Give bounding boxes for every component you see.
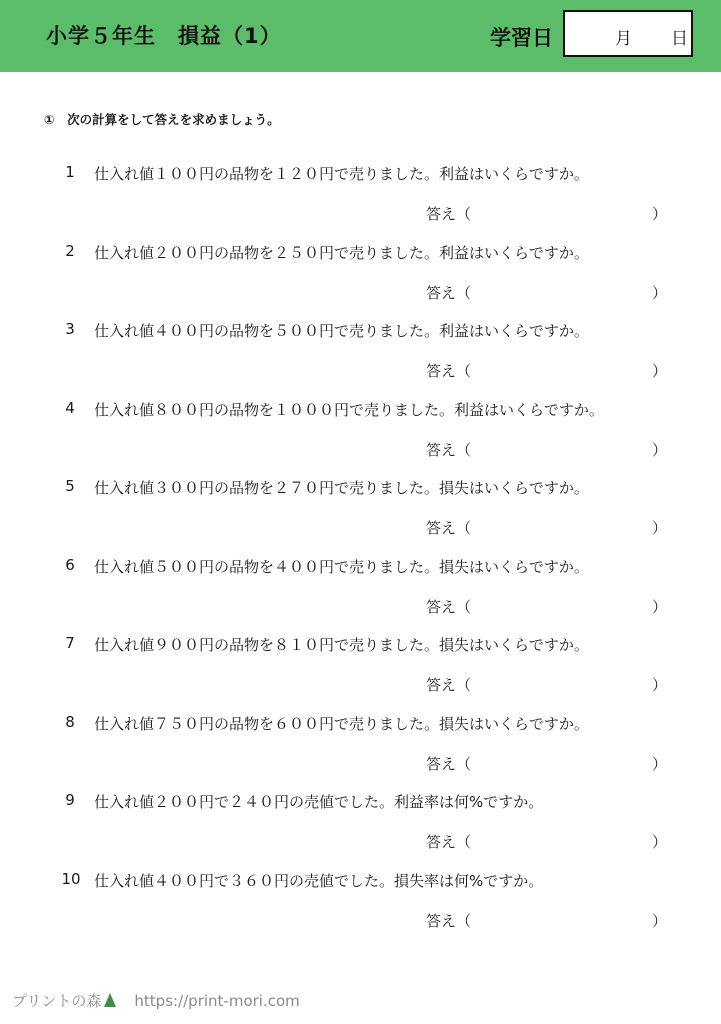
question-number: 8 (65, 712, 75, 731)
answer-label: 答え（ (426, 362, 472, 380)
answer-label: 答え（ (426, 205, 472, 223)
question-number: 4 (65, 398, 75, 417)
answer-label: 答え（ (426, 597, 472, 616)
question-number: 9 (65, 791, 75, 809)
question-text: 仕入れ値５００円の品物を４００円で売りました。損失はいくらですか。 (94, 557, 589, 576)
header-bar (0, 0, 721, 72)
study-date-label: 学習日 (490, 26, 553, 50)
question-text: 仕入れ値４００円の品物を５００円で売りました。利益はいくらですか。 (94, 322, 589, 340)
answer-label: 答え（ (426, 676, 472, 694)
answer-label: 答え（ (426, 833, 472, 851)
answer-blank-close: ） (652, 440, 668, 459)
answer-blank-close: ） (652, 676, 668, 694)
question-number: 10 (61, 869, 81, 888)
page-title: 小学５年生 損益（1） (46, 24, 282, 48)
question-number: 2 (65, 241, 75, 260)
tree-icon (104, 993, 116, 1007)
question-text: 仕入れ値４００円で３６０円の売値でした。損失率は何%ですか。 (94, 871, 544, 890)
answer-label: 答え（ (426, 283, 472, 302)
study-date-box[interactable] (563, 10, 693, 57)
question-number: 1 (65, 163, 75, 181)
answer-label: 答え（ (426, 440, 472, 459)
question-number: 6 (65, 555, 75, 574)
day-label: 日 (671, 29, 688, 49)
question-text: 仕入れ値７５０円の品物を６００円で売りました。損失はいくらですか。 (94, 714, 589, 733)
question-text: 仕入れ値３００円の品物を２７０円で売りました。損失はいくらですか。 (94, 479, 589, 497)
answer-blank-close: ） (652, 597, 668, 616)
answer-label: 答え（ (426, 519, 472, 537)
question-text: 仕入れ値２００円の品物を２５０円で売りました。利益はいくらですか。 (94, 243, 589, 262)
question-number: 3 (65, 320, 75, 338)
footer-brand: プリントの森 (12, 992, 102, 1010)
answer-blank-close: ） (652, 911, 668, 930)
question-text: 仕入れ値９００円の品物を８１０円で売りました。損失はいくらですか。 (94, 636, 589, 654)
question-text: 仕入れ値８００円の品物を１０００円で売りました。利益はいくらですか。 (94, 400, 604, 419)
question-number: 5 (65, 477, 75, 495)
footer-url[interactable]: https://print-mori.com (134, 992, 300, 1010)
answer-blank-close: ） (652, 362, 668, 380)
instruction-text: ① 次の計算をして答えを求めましょう。 (44, 112, 280, 127)
answer-blank-close: ） (652, 833, 668, 851)
month-label: 月 (615, 29, 632, 49)
question-number: 7 (65, 634, 75, 652)
answer-label: 答え（ (426, 911, 472, 930)
answer-label: 答え（ (426, 754, 472, 773)
answer-blank-close: ） (652, 205, 668, 223)
answer-blank-close: ） (652, 754, 668, 773)
answer-blank-close: ） (652, 519, 668, 537)
question-text: 仕入れ値２００円で２４０円の売値でした。利益率は何%ですか。 (94, 793, 544, 811)
footer (12, 990, 300, 1011)
question-text: 仕入れ値１００円の品物を１２０円で売りました。利益はいくらですか。 (94, 165, 589, 183)
answer-blank-close: ） (652, 283, 668, 302)
